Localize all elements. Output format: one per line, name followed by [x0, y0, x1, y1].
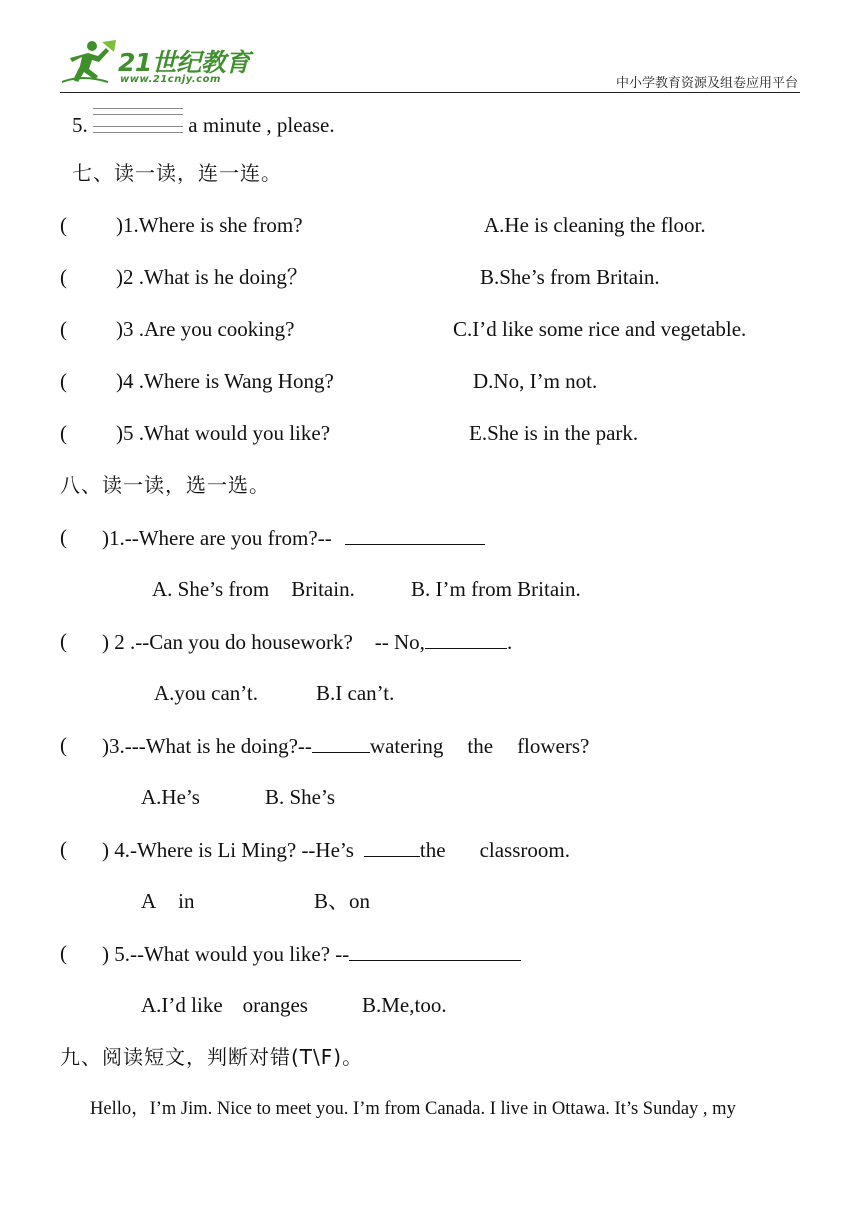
s7-row-3-question: )3 .Are you cooking?: [116, 317, 295, 341]
s7-row-3-paren: (: [60, 317, 67, 341]
s8-q5-option-a: A.I’d like oranges: [141, 993, 308, 1017]
s8-q1-option-b: B. I’m from Britain.: [411, 577, 581, 601]
s7-row-4-question: )4 .Where is Wang Hong?: [116, 369, 334, 393]
s8-q4-paren: (: [60, 837, 67, 861]
reading-passage: Hello，I’m Jim. Nice to meet you. I’m from Canada. I live in Ottawa. It’s Sunday , my: [90, 1099, 736, 1119]
q5-answer-lines[interactable]: [93, 108, 183, 138]
s7-row-4-paren: (: [60, 369, 67, 393]
s8-q5-paren: (: [60, 941, 67, 965]
logo-text: 21世纪教育: [118, 48, 250, 77]
q5-line: [72, 108, 335, 138]
logo-url: www.21cnjy.com: [120, 74, 221, 85]
s8-q5-option-b: B.Me,too.: [362, 993, 447, 1017]
site-logo: [62, 38, 252, 88]
s8-q2-question: ) 2 .--Can you do housework? -- No, .: [102, 630, 513, 654]
s7-row-1-paren: (: [60, 213, 67, 237]
s7-row-3-answer: C.I’d like some rice and vegetable.: [453, 317, 747, 341]
platform-label: 中小学教育资源及组卷应用平台: [615, 76, 798, 91]
s8-q1-text: )1.--Where are you from?--: [102, 526, 332, 550]
s8-q5-question: ) 5.--What would you like? --: [102, 940, 521, 967]
q5-text: a minute , please.: [188, 113, 335, 137]
s8-q1-answer-blank[interactable]: [345, 524, 485, 545]
s8-q4-question: ) 4.-Where is Li Ming? --He’s the classroom.: [102, 838, 570, 862]
s8-q3-answer-blank[interactable]: [312, 732, 370, 753]
s7-row-5-question: )5 .What would you like?: [116, 421, 331, 445]
header-divider: [60, 92, 800, 93]
s8-q2-answer-blank[interactable]: [425, 628, 507, 649]
s8-q2-paren: (: [60, 629, 67, 653]
s7-row-5-answer: E.She is in the park.: [469, 421, 639, 445]
s8-q3-question: )3.---What is he doing?-- watering the flowers?: [102, 734, 590, 758]
s7-row-2-answer: B.She’s from Britain.: [480, 265, 660, 289]
s8-q2-option-a: A.you can’t.: [154, 681, 259, 705]
s7-row-4-answer: D.No, I’m not.: [473, 369, 598, 393]
s8-q1-paren: (: [60, 525, 67, 549]
s8-q3-option-b: B. She’s: [265, 785, 336, 809]
s8-q4-answer-blank[interactable]: [364, 836, 420, 857]
s8-q2-option-b: B.I can’t.: [316, 681, 395, 705]
q5-number: 5.: [72, 113, 88, 137]
s7-row-1-answer: A.He is cleaning the floor.: [484, 213, 706, 237]
s7-row-1-question: )1.Where is she from?: [116, 213, 303, 237]
s8-q3-paren: (: [60, 733, 67, 757]
section8-title: 八、读一读，选一选。: [60, 473, 270, 497]
running-man-icon: [62, 38, 118, 86]
s8-q5-answer-blank[interactable]: [349, 940, 521, 961]
s8-q4-option-a: A in: [141, 889, 195, 913]
s7-row-2-paren: (: [60, 265, 67, 289]
s7-row-5-paren: (: [60, 421, 67, 445]
section9-title: 九、阅读短文，判断对错(T\F)。: [60, 1045, 364, 1069]
s8-q1-question: [102, 524, 485, 551]
section7-title: 七、读一读，连一连。: [72, 161, 282, 185]
s8-q1-option-a: A. She’s from Britain.: [152, 577, 355, 601]
s8-q4-option-b: B、on: [314, 889, 371, 913]
s8-q3-option-a: A.He’s: [141, 785, 200, 809]
s7-row-2-question: )2 .What is he doing？: [116, 265, 308, 289]
